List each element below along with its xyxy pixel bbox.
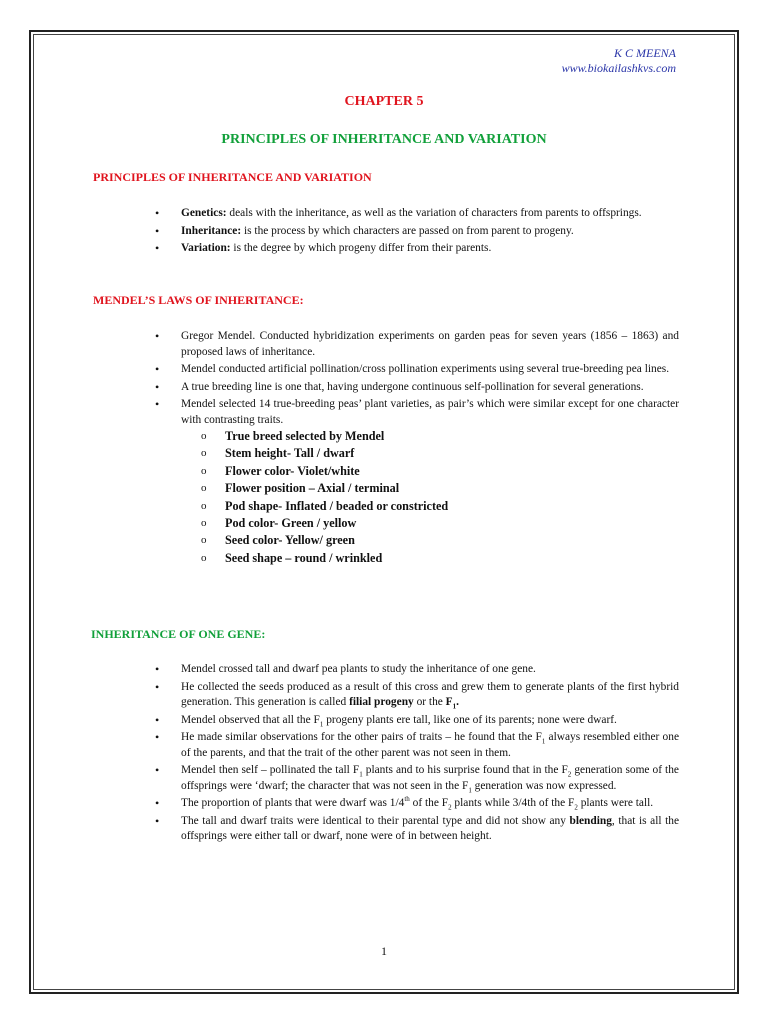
list-item: [155, 730, 679, 761]
list-item: [155, 680, 679, 711]
subscript: 1: [541, 737, 546, 746]
traits-list: [181, 428, 679, 567]
superscript: th: [404, 795, 410, 804]
text-run: of the F: [409, 797, 449, 809]
subscript: 1: [468, 785, 472, 794]
term-genetics: Genetics:: [181, 207, 227, 219]
text-run: He collected the seeds produced as a result of this cross and grew them to generate plants of the first hybrid generation. This generation is called: [181, 680, 679, 708]
trait-item: o Seed color- Yellow/ green: [181, 532, 679, 549]
definition-inheritance: is the process by which characters are passed on from parent to progeny.: [241, 224, 574, 237]
chapter-heading: CHAPTER 5: [344, 94, 424, 109]
text-run: generation some of the offsprings were ‘dwarf; the character that was not seen in the F: [181, 764, 679, 792]
principles-list: [155, 206, 679, 259]
text-run: Mendel observed that all the F: [181, 713, 320, 726]
list-item-text: Mendel crossed tall and dwarf pea plants to study the inheritance of one gene.: [181, 663, 536, 675]
text-run: progeny plants ere tall, like one of its parents; none were dwarf.: [323, 713, 617, 726]
text-run: He made similar observations for the other pairs of traits – he found that the F: [181, 731, 542, 743]
trait-item: o Stem height- Tall / dwarf: [181, 445, 679, 462]
subscript: 2: [574, 803, 578, 812]
term-filial-progeny: filial progeny: [349, 696, 414, 708]
list-item-text: Mendel conducted artificial pollination/cross pollination experiments using several true-breeding pea lines.: [181, 363, 670, 375]
author-block: [562, 46, 676, 76]
list-item: [155, 224, 679, 240]
list-item-text: Mendel selected 14 true-breeding peas’ plant varieties, as pair’s which were similar except for one character with contrasting traits.: [181, 398, 679, 426]
list-item: [155, 763, 679, 794]
text-run: Mendel then self – pollinated the tall F: [181, 764, 360, 776]
text-run: The proportion of plants that were dwarf was 1/4: [181, 797, 405, 809]
mendel-laws-list: [155, 329, 679, 569]
one-gene-list: [155, 662, 679, 847]
subscript: 2: [567, 770, 572, 779]
definition-variation: is the degree by which progeny differ from their parents.: [230, 242, 492, 254]
text-run: or the: [413, 696, 446, 708]
list-item: [155, 662, 679, 678]
list-item: [155, 206, 679, 222]
text-run: plants were tall.: [577, 797, 654, 809]
author-name: K C MEENA: [614, 46, 676, 60]
list-item: [155, 329, 679, 360]
definition-genetics: deals with the inheritance, as well as the variation of characters from parents to offsprings.: [226, 207, 642, 219]
trait-item: o True breed selected by Mendel: [181, 428, 679, 445]
subscript: 1: [359, 770, 363, 779]
page-number: 1: [381, 944, 387, 958]
list-item: [155, 362, 679, 378]
subscript: 1: [452, 702, 457, 711]
page-title: PRINCIPLES OF INHERITANCE AND VARIATION: [221, 132, 547, 147]
trait-item: o Pod shape- Inflated / beaded or constricted: [181, 498, 679, 515]
text-run: plants and to his surprise found that in the F: [362, 764, 568, 776]
term-variation: Variation:: [181, 242, 231, 254]
list-item: [155, 713, 679, 729]
section-heading-principles: PRINCIPLES OF INHERITANCE AND VARIATION: [93, 170, 372, 184]
section-heading-mendel-laws: MENDEL’S LAWS OF INHERITANCE:: [93, 293, 304, 307]
text-run: generation was now expressed.: [471, 779, 617, 792]
list-item: [155, 380, 679, 396]
text-run: always resembled either one of the parents, and that the trait of the other parent was not seen in them.: [181, 731, 680, 759]
text-run: , that is all the offsprings were either tall or dwarf, none were of in between height.: [181, 814, 680, 842]
list-item-text: Gregor Mendel. Conducted hybridization experiments on garden peas for seven years (1856 – 1863) and proposed laws of inheritance.: [181, 330, 679, 358]
section-heading-one-gene: INHERITANCE OF ONE GENE:: [91, 627, 266, 641]
subscript: 2: [448, 803, 452, 812]
list-item-text: A true breeding line is one that, having undergone continuous self-pollination for several generations.: [181, 380, 644, 393]
list-item: [155, 241, 679, 257]
trait-item: o Flower position – Axial / terminal: [181, 480, 679, 497]
trait-item: o Pod color- Green / yellow: [181, 515, 679, 532]
text-run: The tall and dwarf traits were identical to their parental type and did not show any: [181, 814, 570, 827]
list-item: [155, 796, 679, 812]
list-item: [155, 397, 679, 567]
list-item: [155, 814, 679, 845]
trait-item: o Seed shape – round / wrinkled: [181, 550, 679, 567]
subscript: 1: [319, 719, 324, 728]
term-f1: F: [445, 696, 453, 708]
author-website: www.biokailashkvs.com: [561, 61, 676, 75]
text-run: plants while 3/4th of the F: [451, 797, 575, 809]
term-blending: blending: [569, 814, 612, 827]
trait-item: o Flower color- Violet/white: [181, 463, 679, 480]
text-run: .: [456, 696, 459, 708]
term-inheritance: Inheritance:: [181, 224, 242, 237]
